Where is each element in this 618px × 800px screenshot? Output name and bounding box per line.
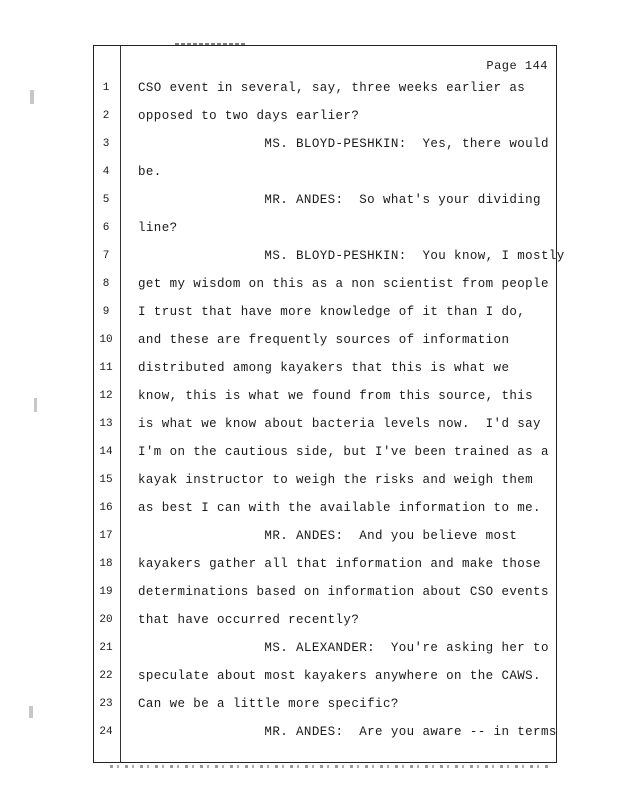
line-number: 1 <box>102 82 110 94</box>
transcript-line-text: MR. ANDES: So what's your dividing <box>138 193 541 207</box>
page-number: Page 144 <box>486 59 548 73</box>
transcript-line-text: that have occurred recently? <box>138 613 360 627</box>
line-number: 9 <box>102 306 110 318</box>
line-number: 6 <box>102 222 110 234</box>
scan-artifact-left-mark <box>30 90 34 104</box>
line-number: 20 <box>99 614 113 626</box>
transcript-line-text: as best I can with the available information to me. <box>138 501 541 515</box>
transcript-line-text: and these are frequently sources of information <box>138 333 510 347</box>
transcript-line-text: opposed to two days earlier? <box>138 109 360 123</box>
line-number: 23 <box>99 698 113 710</box>
transcript-line-text: line? <box>138 221 178 235</box>
transcript-line-text: CSO event in several, say, three weeks earlier as <box>138 81 526 95</box>
transcript-line-text: MS. BLOYD-PESHKIN: You know, I mostly <box>138 249 565 263</box>
line-number: 15 <box>99 474 113 486</box>
line-number: 3 <box>102 138 110 150</box>
transcript-line-text: determinations based on information about CSO events <box>138 585 549 599</box>
line-number: 11 <box>99 362 113 374</box>
line-number: 17 <box>99 530 113 542</box>
scan-artifact-bottom <box>110 765 550 768</box>
scan-artifact-left-mark <box>34 398 37 412</box>
line-number: 18 <box>99 558 113 570</box>
scan-artifact-left-mark <box>29 706 33 718</box>
transcript-line-text: distributed among kayakers that this is what we <box>138 361 510 375</box>
line-number: 19 <box>99 586 113 598</box>
transcript-line-text: get my wisdom on this as a non scientist from people <box>138 277 549 291</box>
transcript-line-text: be. <box>138 165 162 179</box>
line-number: 4 <box>102 166 110 178</box>
transcript-page-frame <box>93 45 557 763</box>
transcript-line-text: Can we be a little more specific? <box>138 697 399 711</box>
line-number: 13 <box>99 418 113 430</box>
line-number: 8 <box>102 278 110 290</box>
transcript-line-text: MR. ANDES: And you believe most <box>138 529 518 543</box>
transcript-line-text: MS. BLOYD-PESHKIN: Yes, there would <box>138 137 549 151</box>
transcript-line-text: kayakers gather all that information and make those <box>138 557 541 571</box>
transcript-line-text: kayak instructor to weigh the risks and weigh them <box>138 473 534 487</box>
line-number: 12 <box>99 390 113 402</box>
line-number: 5 <box>102 194 110 206</box>
transcript-line-text: is what we know about bacteria levels now. I'd say <box>138 417 541 431</box>
line-number: 24 <box>99 726 113 738</box>
transcript-line-text: I trust that have more knowledge of it than I do, <box>138 305 526 319</box>
transcript-line-text: MS. ALEXANDER: You're asking her to <box>138 641 549 655</box>
line-number: 10 <box>99 334 113 346</box>
transcript-line-text: know, this is what we found from this source, this <box>138 389 534 403</box>
transcript-line-text: MR. ANDES: Are you aware -- in terms <box>138 725 557 739</box>
line-number: 22 <box>99 670 113 682</box>
line-number: 2 <box>102 110 110 122</box>
scan-artifact-top <box>175 43 245 45</box>
line-number: 7 <box>102 250 110 262</box>
transcript-line-text: speculate about most kayakers anywhere on the CAWS. <box>138 669 541 683</box>
line-number: 14 <box>99 446 113 458</box>
line-number-margin-rule <box>120 46 121 762</box>
transcript-line-text: I'm on the cautious side, but I've been trained as a <box>138 445 549 459</box>
line-number: 16 <box>99 502 113 514</box>
line-number: 21 <box>99 642 113 654</box>
